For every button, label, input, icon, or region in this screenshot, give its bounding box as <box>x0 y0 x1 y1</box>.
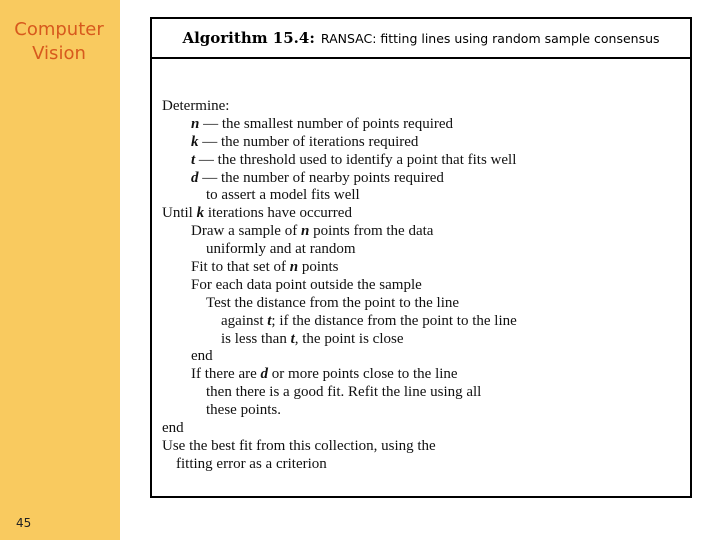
line-text: — the number of nearby points required <box>198 169 444 186</box>
algorithm-caption: RANSAC: fitting lines using random sample consensus <box>320 30 660 46</box>
algorithm-line <box>162 205 682 223</box>
algorithm-line <box>162 116 682 134</box>
slide-number: 45 <box>16 516 32 530</box>
line-text: or more points close to the line <box>268 366 458 383</box>
line-text: Draw a sample of <box>191 223 301 240</box>
line-text: is less than <box>221 330 291 347</box>
variable-k: k <box>191 133 199 150</box>
algorithm-label: Algorithm 15.4: <box>182 29 315 47</box>
line-text: Test the distance from the point to the line <box>206 294 460 311</box>
algorithm-line <box>162 456 682 474</box>
algorithm-line <box>162 295 682 313</box>
line-text: — the threshold used to identify a point that fits well <box>195 151 517 168</box>
variable-n: n <box>300 223 310 240</box>
variable-d: d <box>191 169 199 186</box>
line-text: If there are <box>191 366 261 383</box>
algorithm-line <box>162 241 682 259</box>
line-text: — the number of iterations required <box>198 133 419 150</box>
variable-d: d <box>260 366 269 383</box>
line-text: Until <box>162 205 197 222</box>
algorithm-line <box>162 98 682 116</box>
course-title-line1: Computer <box>14 19 104 40</box>
variable-n: n <box>191 115 200 132</box>
line-text: , the point is close <box>294 330 404 347</box>
line-text: ; if the distance from the point to the line <box>271 312 517 329</box>
algorithm-line <box>162 420 682 438</box>
algorithm-line <box>162 223 682 241</box>
line-text: end <box>162 420 184 437</box>
algorithm-line <box>162 366 682 384</box>
line-text: end <box>191 348 213 365</box>
line-text: points <box>298 259 339 276</box>
algorithm-line <box>162 331 682 349</box>
algorithm-line <box>162 277 682 295</box>
line-text: these points. <box>206 402 281 419</box>
algorithm-box <box>150 17 692 498</box>
algorithm-line <box>162 170 682 188</box>
line-text: fitting error as a criterion <box>176 455 327 472</box>
line-text: against <box>221 312 268 329</box>
line-text: — the smallest number of points required <box>199 115 454 132</box>
line-text: points from the data <box>309 223 434 240</box>
algorithm-header <box>152 19 690 59</box>
course-title <box>0 18 118 66</box>
course-title-line2: Vision <box>32 43 86 64</box>
sidebar <box>0 0 120 540</box>
variable-k: k <box>196 205 205 222</box>
line-text: to assert a model fits well <box>206 187 360 204</box>
line-text: Determine: <box>162 98 230 114</box>
algorithm-line <box>162 152 682 170</box>
line-text: then there is a good fit. Refit the line using all <box>206 384 482 401</box>
variable-n: n <box>289 259 299 276</box>
algorithm-line <box>162 134 682 152</box>
algorithm-line <box>162 438 682 456</box>
variable-t: t <box>290 330 295 347</box>
line-text: iterations have occurred <box>204 205 352 222</box>
line-text: uniformly and at random <box>206 241 356 258</box>
algorithm-line <box>162 402 682 420</box>
algorithm-line <box>162 384 682 402</box>
line-text: Fit to that set of <box>191 259 290 276</box>
variable-t: t <box>267 312 272 329</box>
line-text: Use the best fit from this collection, using the <box>162 437 436 454</box>
algorithm-line <box>162 313 682 331</box>
line-text: For each data point outside the sample <box>191 276 422 293</box>
algorithm-line <box>162 259 682 277</box>
algorithm-line <box>162 348 682 366</box>
algorithm-line <box>162 187 682 205</box>
variable-t: t <box>191 151 196 168</box>
algorithm-body <box>162 98 682 474</box>
